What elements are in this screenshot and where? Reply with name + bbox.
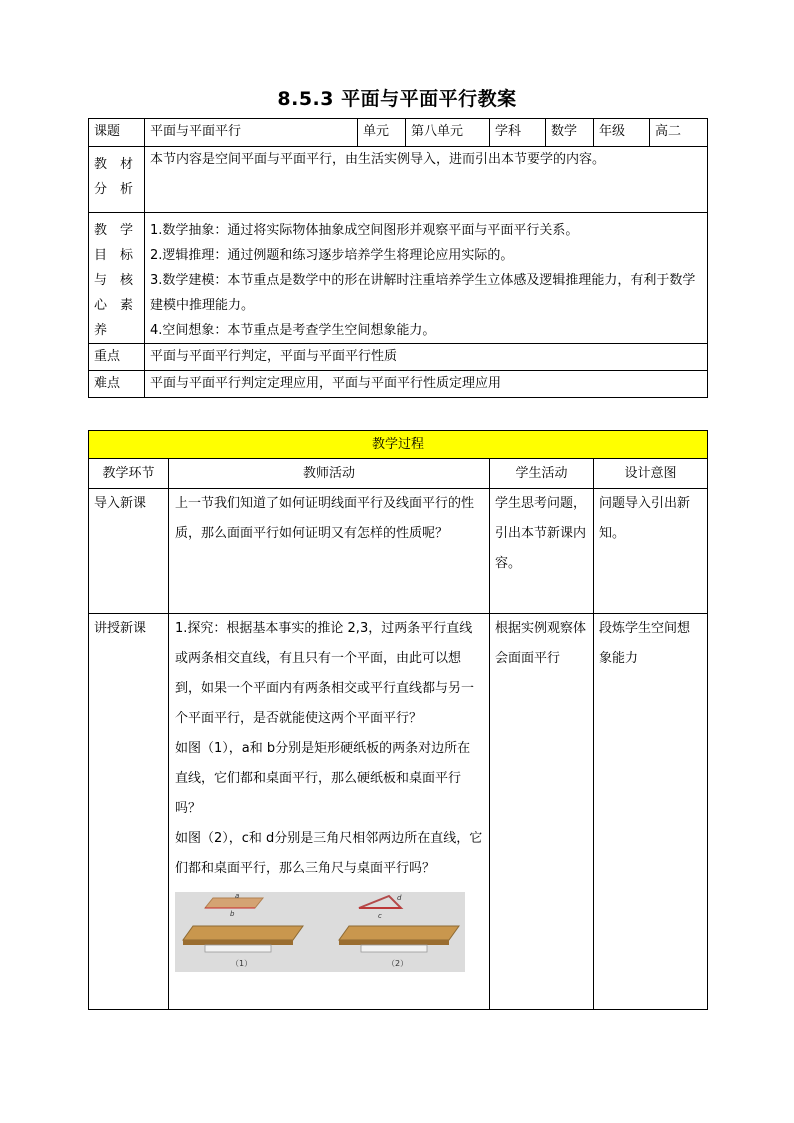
- student-activity-intro: 学生思考问题，引出本节新课内容。: [490, 489, 594, 614]
- caption-2: （2）: [387, 959, 409, 968]
- desk-illustration: [175, 892, 465, 972]
- goals-label-4: 心 素: [94, 298, 134, 313]
- unit-label: 单元: [358, 119, 406, 147]
- col-student: 学生活动: [490, 459, 594, 489]
- teacher-activity-p1: 1.探究：根据基本事实的推论 2,3，过两条平行直线或两条相交直线，有且只有一个平面，由此可以想到，如果一个平面内有两条相交或平行直线都与另一个平面平行，是否就能使这两个平面平行？: [175, 621, 475, 726]
- key-points-text: 平面与平面平行判定，平面与平面平行性质: [145, 344, 708, 371]
- col-intent: 设计意图: [594, 459, 708, 489]
- document-title: 8.5.3 平面与平面平行教案: [277, 88, 517, 110]
- goals-label-5: 养: [94, 323, 108, 338]
- subject-value: 数学: [546, 119, 594, 147]
- col-teacher: 教师活动: [169, 459, 490, 489]
- col-stage: 教学环节: [89, 459, 169, 489]
- key-points-label: 重点: [89, 344, 145, 371]
- goal-item-2: 2.逻辑推理：通过例题和练习逐步培养学生将理论应用实际的。: [150, 248, 514, 263]
- topic-value: 平面与平面平行: [145, 119, 358, 147]
- goal-item-4: 4.空间想象：本节重点是考查学生空间想象能力。: [150, 323, 436, 338]
- goals-label-1: 教 学: [94, 223, 134, 238]
- goals-label-2: 目 标: [94, 248, 134, 263]
- intent-intro: 问题导入引出新知。: [594, 489, 708, 614]
- teacher-activity-intro: 上一节我们知道了如何证明线面平行及线面平行的性质，那么面面平行如何证明又有怎样的性质呢？: [175, 496, 475, 541]
- label-a: a: [235, 892, 240, 900]
- lesson-info-table: [88, 118, 708, 398]
- process-title: 教学过程: [89, 431, 708, 459]
- caption-1: （1）: [231, 959, 253, 968]
- stage-intro: 导入新课: [89, 489, 169, 614]
- intent-new: 段炼学生空间想象能力: [594, 614, 708, 1010]
- subject-label: 学科: [490, 119, 546, 147]
- goals-label-3: 与 核: [94, 273, 134, 288]
- label-c: c: [378, 912, 382, 920]
- analysis-label-2: 分 析: [94, 182, 134, 197]
- stage-new: 讲授新课: [89, 614, 169, 1010]
- unit-value: 第八单元: [406, 119, 490, 147]
- label-b: b: [230, 910, 235, 918]
- teacher-activity-p3: 如图（2），c和 d分别是三角尺相邻两边所在直线，它们都和桌面平行，那么三角尺与桌面平行吗？: [175, 831, 483, 876]
- desk-figure: [175, 892, 465, 972]
- difficult-points-label: 难点: [89, 371, 145, 398]
- difficult-points-text: 平面与平面平行判定定理应用，平面与平面平行性质定理应用: [145, 371, 708, 398]
- analysis-text: 本节内容是空间平面与平面平行，由生活实例导入，进而引出本节要学的内容。: [145, 147, 708, 213]
- teaching-process-table: [88, 430, 708, 1010]
- topic-label: 课题: [89, 119, 145, 147]
- goal-item-3: 3.数学建模：本节重点是数学中的形在讲解时注重培养学生立体感及逻辑推理能力，有利于数学建模中推理能力。: [150, 273, 696, 313]
- goal-item-1: 1.数学抽象：通过将实际物体抽象成空间图形并观察平面与平面平行关系。: [150, 223, 579, 238]
- grade-label: 年级: [594, 119, 650, 147]
- grade-value: 高二: [650, 119, 708, 147]
- analysis-label-1: 教 材: [94, 157, 134, 172]
- label-d: d: [397, 894, 402, 902]
- teacher-activity-p2: 如图（1），a和 b分别是矩形硬纸板的两条对边所在直线，它们都和桌面平行，那么硬纸板和桌面平行吗？: [175, 741, 471, 816]
- student-activity-new: 根据实例观察体会面面平行: [490, 614, 594, 1010]
